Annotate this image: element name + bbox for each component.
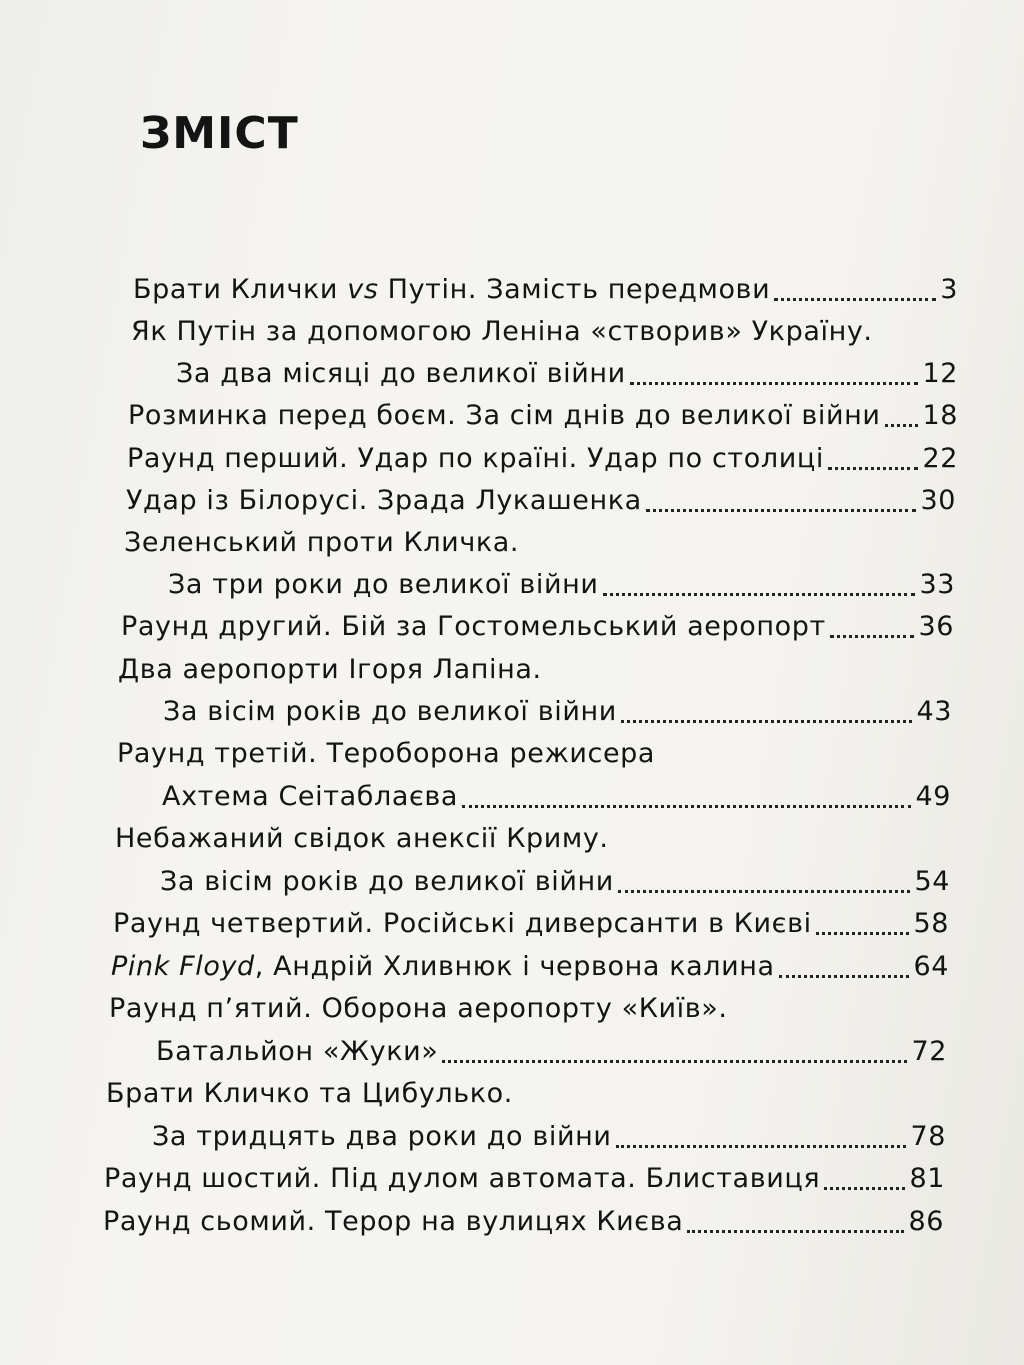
toc-entry xyxy=(128,396,958,436)
leader-dots xyxy=(830,635,915,638)
toc-page-number: 22 xyxy=(922,443,958,474)
toc-page-number: 3 xyxy=(940,274,958,305)
leader-dots xyxy=(828,467,918,470)
toc-page-number: 18 xyxy=(922,400,958,431)
toc-entry-text: За вісім років до великої війни xyxy=(163,696,617,727)
leader-dots xyxy=(646,509,917,512)
toc-page-number: 12 xyxy=(922,358,958,389)
toc-entry-text: Зеленський проти Кличка. xyxy=(124,527,520,558)
toc-entry xyxy=(121,607,954,647)
toc-entry xyxy=(163,692,952,732)
toc-entry xyxy=(104,1159,945,1199)
toc-entry xyxy=(152,1117,946,1157)
toc-entry xyxy=(118,650,542,690)
toc-entry-text: Два аеропорти Ігоря Лапіна. xyxy=(118,654,542,685)
toc-entry-text: Удар із Білорусі. Зрада Лукашенка xyxy=(126,485,642,516)
toc-entry-text: Брати Кличко та Цибулько. xyxy=(106,1078,513,1109)
toc-entry-text: Раунд третій. Тероборона режисера xyxy=(117,738,656,769)
toc-page-number: 72 xyxy=(911,1036,947,1067)
toc-entry xyxy=(115,819,609,859)
toc-entry xyxy=(131,312,873,352)
leader-dots xyxy=(885,424,919,427)
toc-page-number: 78 xyxy=(910,1121,946,1152)
toc-entry-text: Розминка перед боєм. За сім днів до великої війни xyxy=(128,400,881,431)
leader-dots xyxy=(824,1187,905,1190)
toc-entry-text: Раунд четвертий. Російські диверсанти в Києві xyxy=(113,908,812,939)
toc-page-number: 58 xyxy=(913,908,949,939)
toc-entry-text: Небажаний свідок анексії Криму. xyxy=(115,823,609,854)
toc-entry-text: Батальйон «Жуки» xyxy=(156,1036,439,1067)
toc-entry xyxy=(176,354,958,394)
toc-entry-text: Pink Floyd, Андрій Хливнюк і червона калина xyxy=(111,951,775,982)
leader-dots xyxy=(618,890,911,893)
leader-dots xyxy=(687,1230,904,1233)
toc-entry xyxy=(168,565,955,605)
toc-page-number: 86 xyxy=(908,1206,944,1237)
toc-entry-text: За три роки до великої війни xyxy=(168,569,599,600)
toc-entry xyxy=(111,947,949,987)
toc-entry-text: За тридцять два роки до війни xyxy=(152,1121,612,1152)
toc-page-number: 54 xyxy=(914,866,950,897)
toc-entry-text: Раунд перший. Удар по країні. Удар по столиці xyxy=(127,443,824,474)
toc-entry-text: Як Путін за допомогою Леніна «створив» Україну. xyxy=(131,316,873,347)
leader-dots xyxy=(621,720,913,723)
toc-page-number: 36 xyxy=(918,611,954,642)
toc-entry-text: Брати Клички vs Путін. Замість передмови xyxy=(133,274,771,305)
toc-entry xyxy=(124,523,519,563)
leader-dots xyxy=(616,1145,907,1148)
leader-dots xyxy=(779,975,910,978)
toc-entry xyxy=(126,481,956,521)
toc-entry-text: Раунд сьомий. Терор на вулицях Києва xyxy=(103,1206,684,1237)
toc-entry-text: Раунд шостий. Під дулом автомата. Блиставиця xyxy=(104,1163,821,1194)
toc-page-number: 30 xyxy=(920,485,956,516)
toc-entry xyxy=(117,734,655,774)
leader-dots xyxy=(603,593,916,596)
toc-entry-text: Раунд п’ятий. Оборона аеропорту «Київ». xyxy=(109,993,728,1024)
toc-page-number: 64 xyxy=(913,951,949,982)
toc-entry xyxy=(160,862,950,902)
toc-page-number: 49 xyxy=(915,781,951,812)
leader-dots xyxy=(816,932,910,935)
toc-entry xyxy=(106,1074,513,1114)
toc-entry-text: За два місяці до великої війни xyxy=(176,358,626,389)
toc-page-number: 33 xyxy=(919,569,955,600)
toc-entry-text: За вісім років до великої війни xyxy=(160,866,614,897)
toc-entry xyxy=(127,439,958,479)
toc-entry xyxy=(133,270,958,310)
toc-entry-text: Ахтема Сеітаблаєва xyxy=(162,781,459,812)
leader-dots xyxy=(774,298,936,301)
leader-dots xyxy=(462,805,911,808)
leader-dots xyxy=(630,382,919,385)
toc-entry xyxy=(113,904,949,944)
leader-dots xyxy=(442,1060,907,1063)
page-title: ЗМІСТ xyxy=(140,108,299,159)
toc-entry-text: Раунд другий. Бій за Гостомельський аеропорт xyxy=(121,611,826,642)
toc-entry xyxy=(162,777,951,817)
toc-page-number: 43 xyxy=(916,696,952,727)
toc-entry xyxy=(109,989,728,1029)
toc-entry xyxy=(156,1032,947,1072)
toc-entry xyxy=(103,1202,944,1242)
toc-page-number: 81 xyxy=(909,1163,945,1194)
